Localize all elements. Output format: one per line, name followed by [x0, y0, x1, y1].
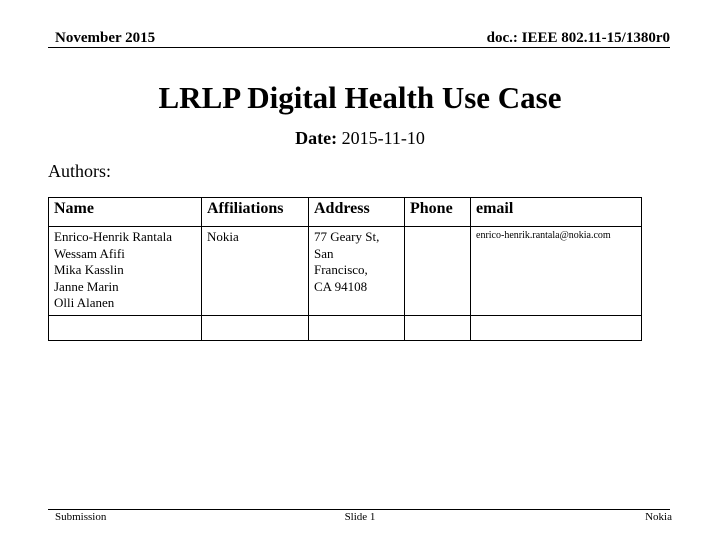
header-date: November 2015 — [55, 30, 156, 46]
date-label: Date: — [295, 128, 338, 148]
slide-title: LRLP Digital Health Use Case — [158, 80, 562, 115]
empty-cell — [471, 316, 642, 341]
address-line: Francisco, — [314, 262, 368, 277]
author-name: Wessam Afifi — [54, 245, 125, 261]
cell-names — [49, 227, 202, 316]
address-line: CA 94108 — [314, 278, 368, 294]
header-phone: Phone — [405, 198, 471, 227]
empty-cell — [309, 316, 405, 341]
table-row-empty — [49, 316, 642, 341]
authors-label: Authors: — [48, 161, 111, 181]
author-name: Enrico-Henrik Rantala — [54, 229, 173, 244]
author-name: Janne Marin — [54, 278, 119, 294]
header-name: Name — [49, 198, 202, 227]
authors-table — [48, 197, 642, 341]
header-address: Address — [309, 198, 405, 227]
footer-divider — [48, 509, 670, 510]
cell-email: enrico-henrik.rantala@nokia.com — [471, 227, 642, 316]
header-email: email — [471, 198, 642, 227]
cell-affiliation: Nokia — [202, 227, 309, 316]
cell-phone — [405, 227, 471, 316]
footer-company: Nokia — [645, 511, 672, 523]
address-line: 77 Geary St, — [314, 229, 380, 244]
footer-submission: Submission — [55, 511, 107, 523]
empty-cell — [405, 316, 471, 341]
table-row — [49, 227, 642, 316]
footer-slide-number: Slide 1 — [344, 511, 376, 523]
date-line — [0, 128, 720, 149]
empty-cell — [202, 316, 309, 341]
header-divider — [48, 47, 670, 48]
author-name: Mika Kasslin — [54, 262, 124, 277]
cell-address — [309, 227, 405, 316]
author-name: Olli Alanen — [54, 295, 115, 310]
header-doc-id: doc.: IEEE 802.11-15/1380r0 — [486, 30, 670, 46]
date-value: 2015-11-10 — [341, 128, 425, 148]
empty-cell — [49, 316, 202, 341]
table-header-row — [49, 198, 642, 227]
header-affiliations: Affiliations — [202, 198, 309, 227]
address-line: San — [314, 245, 334, 261]
